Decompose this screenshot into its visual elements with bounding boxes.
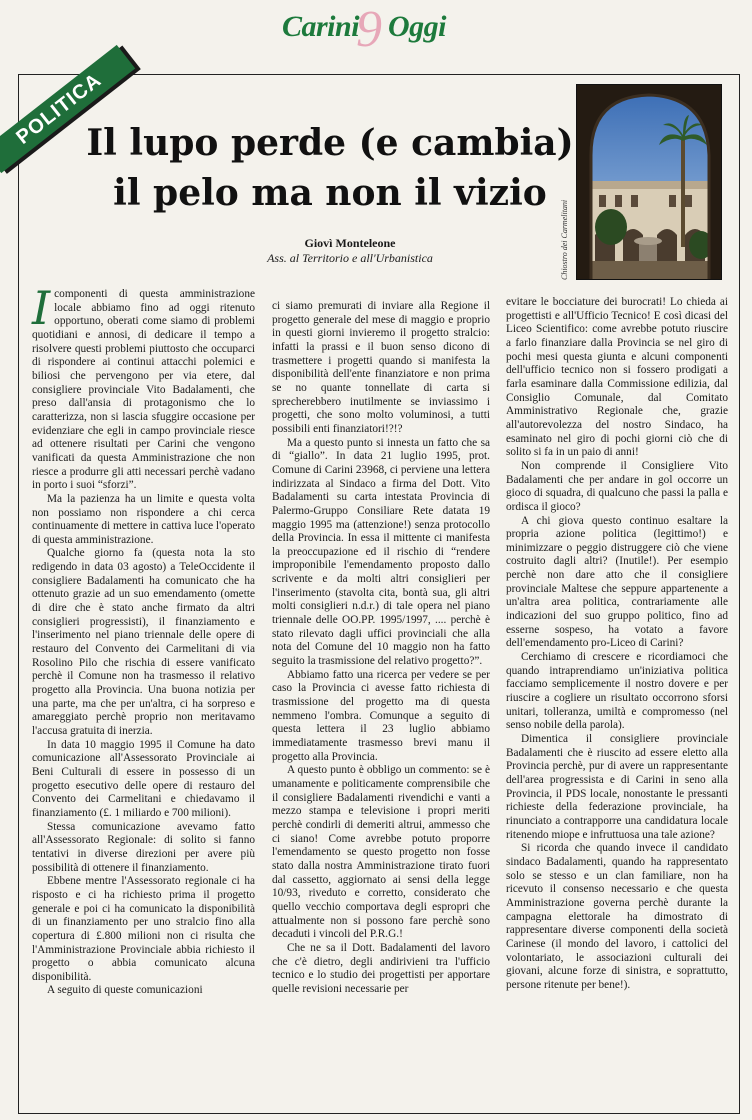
article-paragraph: Stessa comunicazione avevamo fatto all'Assessorato Regionale: di solito si fanno tentativi in diverse direzioni per avere più possibilità di ottenere il finanziamento. (32, 820, 255, 874)
article-paragraph: Abbiamo fatto una ricerca per vedere se per caso la Provincia ci avesse fatto richiesta di trasmissione del progetto ma di questa nemmeno l'ombra. Comunque a seguito di questa lettera il 23 luglio abbiamo immediatamente trasmesso brevi manu il progetto alla Provincia. (272, 668, 490, 763)
headline-line1: Il lupo perde (e cambia) (86, 122, 574, 164)
article-paragraph: Non comprende il Consigliere Vito Badalamenti che per andare in gol occorre un gioco di squadra, di qualcuno che passi la palla e ordisca il gioco? (506, 459, 728, 513)
author-role: Ass. al Territorio e all'Urbanistica (267, 251, 433, 265)
article-paragraph: A seguito di queste comunicazioni (47, 984, 203, 997)
byline (200, 236, 500, 266)
headline-line2: il pelo ma non il vizio (113, 172, 547, 214)
cloister-photo (576, 84, 722, 280)
masthead-oggi: Oggi (388, 10, 446, 43)
article-paragraph: Che ne sa il Dott. Badalamenti del lavoro che c'è dietro, degli andirivieni tra l'ufficio tecnico e lo studio dei progettisti per apportare quelle revisioni necessarie per (272, 941, 490, 995)
paragraph-text: componenti di questa amministrazione locale abbiamo fino ad oggi ritenuto opportuno, oberati come siamo di problemi quotidiani e annosi, di dedicare il tempo a risolvere questi problemi piuttosto che occuparci di rispondere ai continui attacchi polemici e biliosi che pervengono per via etere, dal consigliere provinciale Vito Badalamenti, che preso dall'ansia di protagonismo che lo caratterizza, non si lascia sfuggire occasione per evidenziare che egli in campo provinciale riesce ad ottenere risultati per Carini che vengono vanificati da questa Amministrazione che non riesce a produrre gli atti necessari perchè vadano in porto i suoi “sforzi”. (32, 288, 255, 492)
article-paragraph: Ma la pazienza ha un limite e questa volta non possiamo non rispondere a chi cerca continuamente di mettere in cattiva luce l'operato di questa amministrazione. (32, 492, 255, 546)
article-paragraph: evitare le bocciature dei burocrati! Lo chieda ai progettisti e all'Ufficio Tecnico! E così dicasi del Liceo Scientifico: come avrebbe potuto riuscire a farlo finanziare dalla Provincia se nel giro di pochi mesi questa giunta e alcuni componenti dell'ufficio tecnico non si fossero prodigati a farla esaminare dalla Commissione edilizia, dal Consiglio Comunale, dal Comitato Amministrativo Regionale che, grazie all'autorevolezza del nostro Sindaco, ha esaminato nel giro di pochi giorni ciò che di solito si fa in un paio di anni! (506, 296, 728, 459)
article-paragraph: A chi giova questo continuo esaltare la propria azione politica (legittimo!) e minimizzare o peggio distruggere ciò che viene costruito dagli altri? (Inutile!). Per esempio perchè non dare atto che il consigliere provinciale Maltese che seppure appartenente a un'altra area politica, contrariamente alle indicazioni del suo gruppo politico, fino ad esserne sospeso, ha votato a favore dell'emendamento pro-Liceo di Carini? (506, 514, 728, 650)
masthead-nine: 9 (356, 1, 382, 58)
headline (80, 118, 580, 218)
article-column-2 (272, 300, 490, 996)
photo-caption: Chiostro dei Carmelitani (560, 199, 569, 280)
article-paragraph: Cerchiamo di crescere e ricordiamoci che quando intraprendiamo un'iniziativa politica facciamo semplicemente il nostro dovere e per riuscire a cogliere un risultato occorrono sforsi unitari, tolleranza, umiltà e compromesso (nel senso nobile della parola). (506, 651, 728, 732)
article-paragraph: Ma a questo punto si innesta un fatto che sa di “giallo”. In data 21 luglio 1995, prot. Comune di Carini 23968, ci perviene una lettera indirizzata al Sindaco a firma del Dott. Vito Badalamenti su carta intestata Provincia di Palermo-Gruppo Consiliare Rete datata 19 maggio 1995 ma (attenzione!) senza protocollo della Provincia. In essa il mittente ci manifesta la preoccupazione ed il rischio di “rendere improponibile l'emendamento proposto dallo scrivente e da molti altri consiglieri per l'inserimento (stavolta cita, bontà sua, gli altri molti consiglieri n.d.r.) di tale opera nel piano triennale delle OO.PP. 1995/1997, .... perchè è stato rilevato dagli uffici provinciali che alla nota del Comune del 10 maggio non ha fatto seguito la trasmissione del relativo progetto?”. (272, 436, 490, 668)
article-paragraph: ci siamo premurati di inviare alla Regione il progetto generale del mese di maggio e proprio in questi giorni invieremo il progetto stralcio: infatti la prassi e il buon senso dicono di trasmettere i progetti quando si manifesta la disponibilità dell'ente finanziatore e non prima se no quante tonnellate di carta si sprecherebbero inutilmente se inviassimo i progetti, che sono molto voluminosi, a tutti possibili enti finanziatori!?!? (272, 300, 490, 435)
section-banner: POLITICA (0, 45, 135, 173)
dropcap: I (32, 281, 51, 335)
article-paragraph: Dimentica il consigliere provinciale Badalamenti che è riuscito ad essere eletto alla Provincia perchè, pur di avere un rappresentante dell'area progressista e di Carini in seno alla Provincia, il PDS locale, nonostante le pressanti richieste della federazione provinciale, ha rinunciato a contrapporre una candidatura locale ritenendo miope e infruttuosa una tale azione? (506, 733, 728, 841)
masthead-logo (270, 1, 490, 58)
article-paragraph (32, 281, 255, 493)
article-paragraph: In data 10 maggio 1995 il Comune ha dato comunicazione all'Assessorato Provinciale ai Beni Culturali di essere in possesso di un progetto esecutivo delle opere di restauro del Convento dei Carmelitani e chiedavamo il finanziamento (£. 1 miliardo e 700 milioni). (32, 738, 255, 819)
author-name: Giovì Monteleone (304, 236, 396, 250)
article-paragraph: A questo punto è obbligo un commento: se è umanamente e politicamente comprensibile che il consigliere Badalamenti rivendichi e vanti a mezzo stampa e televisione i propri meriti perchè condirli di demeriti altrui, ammesso che ci siano! Come avrebbe potuto proporre l'emendamento se questo progetto non fosse stato dalla nostra Amministrazione tirato fuori dal cassetto, aggiornato ai sensi della legge 10/93, riveduto e corretto, considerato che quello vecchio comportava degli espropri che attualmente non si possono fare perchè sono decaduti i vincoli del P.R.G.! (272, 764, 490, 941)
article-column-1 (32, 281, 255, 998)
article-column-3 (506, 296, 728, 992)
article-paragraph: Qualche giorno fa (questa nota la sto redigendo in data 03 agosto) a TeleOccidente il consigliere Badalamenti ha comunicato che ha ottenuto grazie ad un suo emendamento (omette di dire che è stato anche firmato da altri consiglieri progressisti), il finanziamento e l'inserimento nel piano triennale delle opere di restauro del Convento dei Carmelitani di via Rosolino Pilo che rischia di essere vanificato perchè il Comune non ha trasmesso il relativo progetto alla Provincia. Una buona notizia per una parte, ma che per un'altra, ci ha sorpreso e amareggiato perchè proprio non meritavamo l'accusa gratuita di inerzia. (32, 547, 255, 737)
masthead-carini: Carini (282, 10, 360, 43)
article-paragraph: Si ricorda che quando invece il candidato sindaco Badalamenti, quando ha rappresentato solo se stesso e un clan familiare, non ha ricevuto il consenso necessario e che questa Amministrazione governa perchè durante la campagna elettorale ha dimostrato di rappresentare diverse componenti della società Carinese (il mondo del lavoro, i cattolici del volontariato, le associazioni culturali dei giovani, alcune forze di sinistra, e soprattutto, persone ritenute per bene!). (506, 842, 728, 991)
article-paragraph: Ebbene mentre l'Assessorato regionale ci ha risposto e ci ha richiesto prima il progetto generale e poi ci ha comunicato la disponibilità di un finanziamento per uno stralcio fino alla copertura di £.800 milioni non ci risulta che l'Amministrazione Provinciale abbia richiesto il progetto o abbia comunicato alcuna disponibilità. (32, 875, 255, 983)
cloister-image (577, 85, 721, 279)
